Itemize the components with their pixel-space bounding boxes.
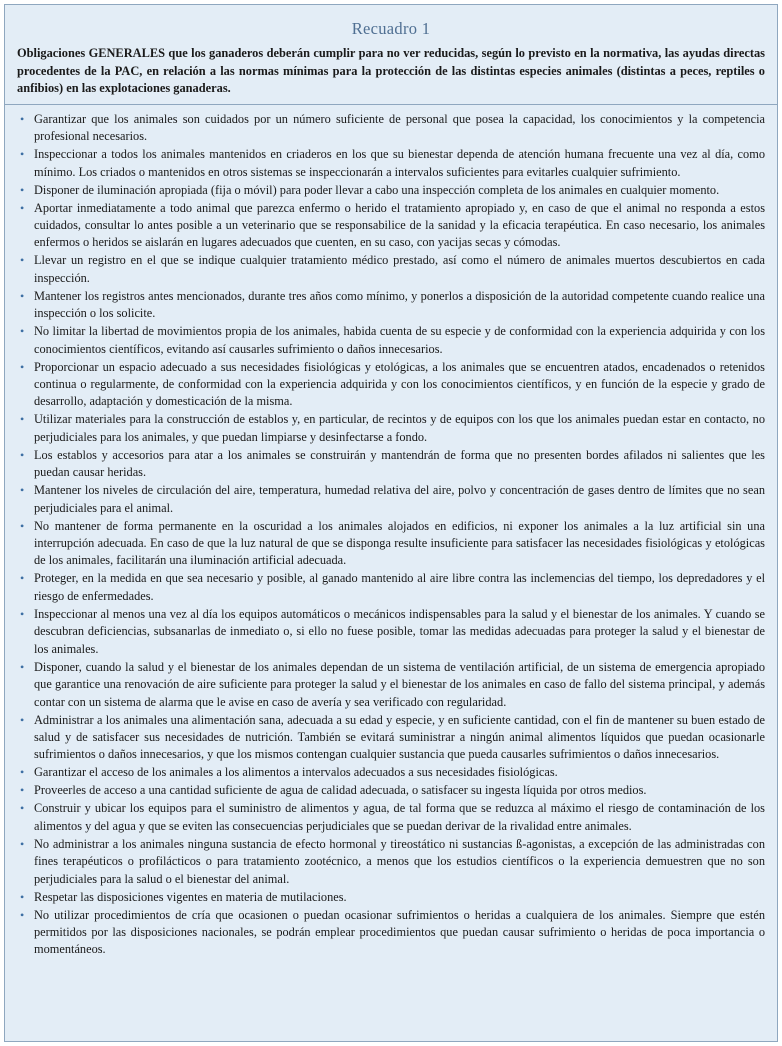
list-item-text: No limitar la libertad de movimientos propia de los animales, habida cuenta de su especie y de conformidad con la experiencia adquirida y con los conocimientos científicos, evitando así causarles sufrimiento o daños innecesarios. — [34, 324, 765, 356]
list-item-text: No administrar a los animales ninguna sustancia de efecto hormonal y tireostático ni sustancias ß-agonistas, a excepción de las administradas con fines terapéuticos o profilácticos o para tratamiento zootécnico, a menos que los estudios científicos o la experiencia demuestren que no son perjudiciales para la salud o el bienestar del animal. — [34, 836, 765, 886]
list-item — [17, 712, 765, 764]
bullet-icon: • — [20, 253, 25, 268]
bullet-icon: • — [20, 111, 25, 126]
bullet-icon: • — [20, 889, 25, 904]
list-item — [17, 252, 765, 287]
list-item-text: Proveerles de acceso a una cantidad suficiente de agua de calidad adecuada, o satisfacer su ingesta líquida por otros medios. — [34, 783, 647, 798]
bullet-icon: • — [20, 288, 25, 303]
list-item — [17, 606, 765, 658]
list-item — [17, 570, 765, 605]
list-item-text: Utilizar materiales para la construcción de establos y, en particular, de recintos y de equipos con los que los animales puedan estar en contacto, no perjudiciales para los animales, y que puedan limpiarse y desinfectarse a fondo. — [34, 412, 765, 444]
bullet-icon: • — [20, 359, 25, 374]
divider — [5, 104, 777, 105]
list-item — [17, 359, 765, 411]
list-item-text: Proporcionar un espacio adecuado a sus necesidades fisiológicas y etológicas, a los animales que se encuentren atados, encadenados o retenidos continua o regularmente, de conformidad con la experiencia adquirida y con los conocimientos científicos, y en función de la especie y grado de desarrollo, adaptación y domesticación de la misma. — [34, 359, 765, 409]
bullet-icon: • — [20, 147, 25, 162]
list-item-text: Llevar un registro en el que se indique cualquier tratamiento médico prestado, así como el número de animales muertos descubiertos en cada inspección. — [34, 253, 765, 285]
bullet-icon: • — [20, 606, 25, 621]
list-item — [17, 518, 765, 570]
list-item-text: Aportar inmediatamente a todo animal que parezca enfermo o herido el tratamiento apropiado y, en caso de que el animal no responda a estos cuidados, consultar lo antes posible a un veterinario que se responsabilice de la sanidad y la eficacia terapéutica. En caso necesario, los animales enfermos o heridos se aislarán en lugares adecuados que cuenten, en su caso, con yacijas secas y cómodas. — [34, 200, 765, 250]
list-item-text: Inspeccionar a todos los animales mantenidos en criaderos en los que su bienestar dependa de atención humana frecuente una vez al día, como mínimo. Los criados o mantenidos en otros sistemas se inspeccionarán a intervalos suficientes para evitarles cualquier sufrimiento. — [34, 147, 765, 179]
list-item-text: Disponer, cuando la salud y el bienestar de los animales dependan de un sistema de ventilación artificial, de un sistema de emergencia apropiado que garantice una renovación de aire suficiente para proteger la salud y el bienestar de los animales en caso de fallo del sistema principal, y además contar con un sistema de alarma que le avise en caso de avería y sea verificado con regularidad. — [34, 659, 765, 709]
bullet-icon: • — [20, 712, 25, 727]
list-item — [17, 146, 765, 181]
list-item-text: Los establos y accesorios para atar a los animales se construirán y mantendrán de forma que no presenten bordes afilados ni salientes que les puedan causar heridas. — [34, 447, 765, 480]
list-item-text: Proteger, en la medida en que sea necesario y posible, al ganado mantenido al aire libre contra las inclemencias del tiempo, los depredadores y el riesgo de enfermedades. — [34, 571, 765, 603]
list-item-text: Disponer de iluminación apropiada (fija o móvil) para poder llevar a cabo una inspección completa de los animales en cualquier momento. — [34, 182, 720, 197]
list-item — [17, 323, 765, 358]
bullet-icon: • — [20, 571, 25, 586]
list-item — [17, 182, 765, 199]
bullet-icon: • — [20, 801, 25, 816]
list-item-text: Mantener los registros antes mencionados, durante tres años como mínimo, y ponerlos a disposición de la autoridad competente cuando realice una inspección o los solicite. — [34, 288, 765, 321]
list-item-text: Garantizar el acceso de los animales a los alimentos a intervalos adecuados a sus necesidades fisiológicas. — [34, 765, 558, 780]
list-item-text: Mantener los niveles de circulación del aire, temperatura, humedad relativa del aire, polvo y concentración de gases dentro de límites que no sean perjudiciales para el animal. — [34, 483, 765, 515]
list-item — [17, 836, 765, 888]
intro-paragraph: Obligaciones GENERALES que los ganaderos deberán cumplir para no ver reducidas, según lo previsto en la normativa, las ayudas directas procedentes de la PAC, en relación a las normas mínimas para la protección de las distintas especies animales (distintas a peces, reptiles o anfibios) en las explotaciones ganaderas. — [17, 46, 765, 96]
recuadro-box — [4, 4, 778, 1042]
bullet-icon: • — [20, 200, 25, 215]
list-item — [17, 659, 765, 711]
list-item-text: Construir y ubicar los equipos para el suministro de alimentos y agua, de tal forma que se reduzca al máximo el riesgo de contaminación de los alimentos y del agua y que se eviten las consecuencias perjudiciales que se puedan derivar de la rivalidad entre animales. — [34, 801, 765, 833]
list-item-text: No mantener de forma permanente en la oscuridad a los animales alojados en edificios, ni exponer los animales a la luz artificial sin una interrupción adecuada. En caso de que la luz natural de que se disponga resulte insuficiente para satisfacer las necesidades fisiológicas y etológicas de los animales, facilitarán una iluminación artificial adecuada. — [34, 518, 765, 568]
list-item — [17, 288, 765, 323]
bullet-icon: • — [20, 447, 25, 462]
bullet-icon: • — [20, 659, 25, 674]
list-item — [17, 907, 765, 959]
list-item — [17, 482, 765, 517]
bullet-icon: • — [20, 836, 25, 851]
bullet-icon: • — [20, 182, 25, 197]
list-item — [17, 111, 765, 146]
bullet-icon: • — [20, 324, 25, 339]
list-item-text: Garantizar que los animales son cuidados por un número suficiente de personal que posea la capacidad, los conocimientos y la competencia profesional necesarios. — [34, 111, 765, 144]
list-item — [17, 200, 765, 252]
obligations-list — [17, 111, 765, 959]
list-item — [17, 800, 765, 835]
bullet-icon: • — [20, 518, 25, 533]
list-item — [17, 447, 765, 482]
list-item-text: Administrar a los animales una alimentación sana, adecuada a su edad y especie, y en suficiente cantidad, con el fin de mantener su buen estado de salud y de satisfacer sus necesidades de nutrición. También se evitará suministrar a ningún animal alimentos líquidos que puedan ocasionarle sufrimientos o daños innecesarios, y que los mismos contengan cualquier sustancia que pueda causarles sufrimientos o daños innecesarios. — [34, 712, 765, 762]
bullet-icon: • — [20, 783, 25, 798]
list-item-text: No utilizar procedimientos de cría que ocasionen o puedan ocasionar sufrimientos o heridas a cualquiera de los animales. Siempre que estén permitidos por las disposiciones nacionales, se podrán emplear procedimientos que puedan causar sufrimiento o heridas de poca importancia o momentáneos. — [34, 907, 765, 957]
bullet-icon: • — [20, 907, 25, 922]
list-item — [17, 889, 765, 906]
bullet-icon: • — [20, 765, 25, 780]
list-item — [17, 782, 765, 799]
bullet-icon: • — [20, 412, 25, 427]
list-item-text: Respetar las disposiciones vigentes en materia de mutilaciones. — [34, 889, 347, 904]
list-item-text: Inspeccionar al menos una vez al día los equipos automáticos o mecánicos indispensables para la salud y el bienestar de los animales. Y cuando se descubran deficiencias, subsanarlas de inmediato o, si ello no fuese posible, tomar las medidas adecuadas para proteger la salud y el bienestar de los animales. — [34, 606, 765, 656]
box-title: Recuadro 1 — [351, 19, 431, 38]
bullet-icon: • — [20, 483, 25, 498]
list-item — [17, 411, 765, 446]
list-item — [17, 764, 765, 781]
